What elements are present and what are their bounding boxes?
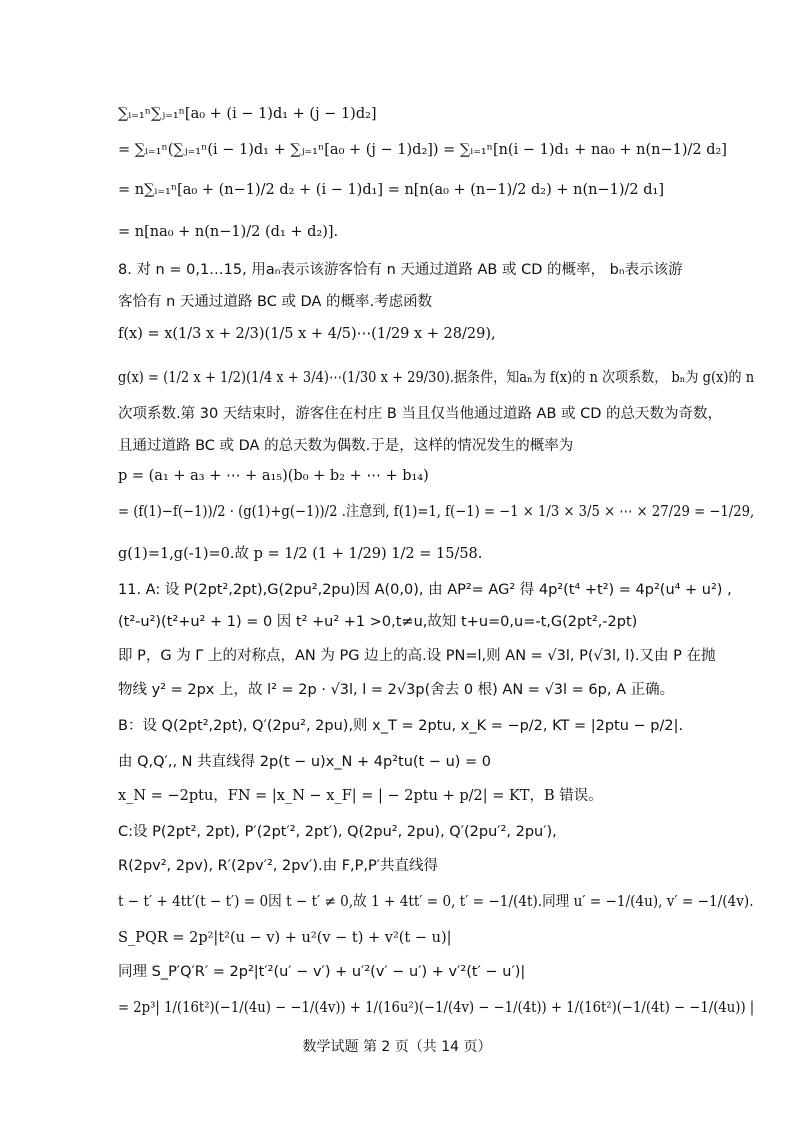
formula-line-4: = n[na₀ + n(n−1)/2 (d₁ + d₂)]. bbox=[118, 224, 339, 240]
problem-8-line-4: 且通过道路 BC 或 DA 的总天数为偶数.于是，这样的情况发生的概率为 bbox=[118, 438, 574, 454]
problem-11-c-4: S_PQR = 2p²|t²(u − v) + u²(v − t) + v²(t − u)| bbox=[118, 930, 452, 946]
problem-8-line-3: 次项系数.第 30 天结束时，游客住在村庄 B 当且仅当他通过道路 AB 或 CD 的总天数为奇数， bbox=[118, 406, 723, 422]
formula-line-3: = n∑ᵢ₌₁ⁿ[a₀ + (n−1)/2 d₂ + (i − 1)d₁] = n[n(a₀ + (n−1)/2 d₂) + n(n−1)/2 d₁] bbox=[118, 182, 664, 198]
problem-8-line-2: 客恰有 n 天通过道路 BC 或 DA 的概率.考虑函数 bbox=[118, 294, 433, 310]
formula-f: f(x) = x(1/3 x + 2/3)(1/5 x + 4/5)⋯(1/29 x + 28/29), bbox=[118, 326, 496, 342]
problem-11-c-1: C:设 P(2pt², 2pt), P′(2pt′², 2pt′), Q(2pu², 2pu), Q′(2pu′², 2pu′), bbox=[118, 824, 557, 840]
problem-11-c-5: 同理 S_P′Q′R′ = 2p²|t′²(u′ − v′) + u′²(v′ − u′) + v′²(t′ − u′)| bbox=[118, 964, 526, 980]
problem-11-b-3: x_N = −2ptu，FN = |x_N − x_F| = | − 2ptu + p/2| = KT，B 错误。 bbox=[118, 788, 603, 804]
problem-11-c-6: = 2p³| 1/(16t²)(−1/(4u) − −1/(4v)) + 1/(16u²)(−1/(4v) − −1/(4t)) + 1/(16t²)(−1/(4t) − −1/(4u)) | bbox=[118, 1000, 755, 1016]
problem-11-c-3: t − t′ + 4tt′(t − t′) = 0因 t − t′ ≠ 0,故 1 + 4tt′ = 0, t′ = −1/(4t).同理 u′ = −1/(4u), v′ = −1/(4v). bbox=[118, 894, 754, 910]
formula-g: g(x) = (1/2 x + 1/2)(1/4 x + 3/4)⋯(1/30 x + 29/30).据条件，知aₙ为 f(x)的 n 次项系数， bₙ为 g(x)的 n bbox=[118, 370, 755, 386]
problem-8-line-1: 8. 对 n = 0,1…15, 用aₙ表示该游客恰有 n 天通过道路 AB 或 CD 的概率， bₙ表示该游 bbox=[118, 262, 683, 278]
problem-11-line-2: (t²-u²)(t²+u² + 1) = 0 因 t² +u² +1 >0,t≠u,故知 t+u=0,u=-t,G(2pt²,-2pt) bbox=[118, 614, 638, 630]
formula-p-expand: = (f(1)−f(−1))/2 · (g(1)+g(−1))/2 .注意到, f(1)=1, f(−1) = −1 × 1/3 × 3/5 × ⋯ × 27/29 = −1/29, bbox=[118, 504, 755, 520]
problem-11-b-2: 由 Q,Q′,, N 共直线得 2p(t − u)x_N + 4p²tu(t − u) = 0 bbox=[118, 754, 492, 770]
problem-11-line-3: 即 P，G 为 Γ 上的对称点，AN 为 PG 边上的高.设 PN=l,则 AN = √3l, P(√3l, l).又由 P 在抛 bbox=[118, 648, 716, 664]
problem-11-line-4: 物线 y² = 2px 上，故 l² = 2p · √3l, l = 2√3p(舍去 0 根) AN = √3l = 6p, A 正确。 bbox=[118, 682, 675, 698]
problem-11-c-2: R(2pv², 2pv), R′(2pv′², 2pv′).由 F,P,P′共直线得 bbox=[118, 858, 439, 874]
formula-p-result: g(1)=1,g(-1)=0.故 p = 1/2 (1 + 1/29) 1/2 = 15/58. bbox=[118, 546, 483, 562]
formula-line-1: ∑ᵢ₌₁ⁿ∑ⱼ₌₁ⁿ[a₀ + (i − 1)d₁ + (j − 1)d₂] bbox=[118, 106, 377, 122]
problem-11-b-1: B：设 Q(2pt²,2pt), Q′(2pu², 2pu),则 x_T = 2ptu, x_K = −p/2, KT = |2ptu − p/2|. bbox=[118, 718, 684, 734]
formula-line-2: = ∑ᵢ₌₁ⁿ(∑ⱼ₌₁ⁿ(i − 1)d₁ + ∑ⱼ₌₁ⁿ[a₀ + (j − 1)d₂]) = ∑ᵢ₌₁ⁿ[n(i − 1)d₁ + na₀ + n(n−1)/2 d₂] bbox=[118, 142, 727, 158]
page-footer: 数学试题 第 2 页（共 14 页） bbox=[302, 1039, 492, 1055]
formula-p: p = (a₁ + a₃ + ⋯ + a₁₅)(b₀ + b₂ + ⋯ + b₁₄) bbox=[118, 468, 429, 484]
problem-11-line-1: 11. A: 设 P(2pt²,2pt),G(2pu²,2pu)因 A(0,0), 由 AP²= AG² 得 4p²(t⁴ +t²) = 4p²(u⁴ + u²) , bbox=[118, 582, 732, 598]
